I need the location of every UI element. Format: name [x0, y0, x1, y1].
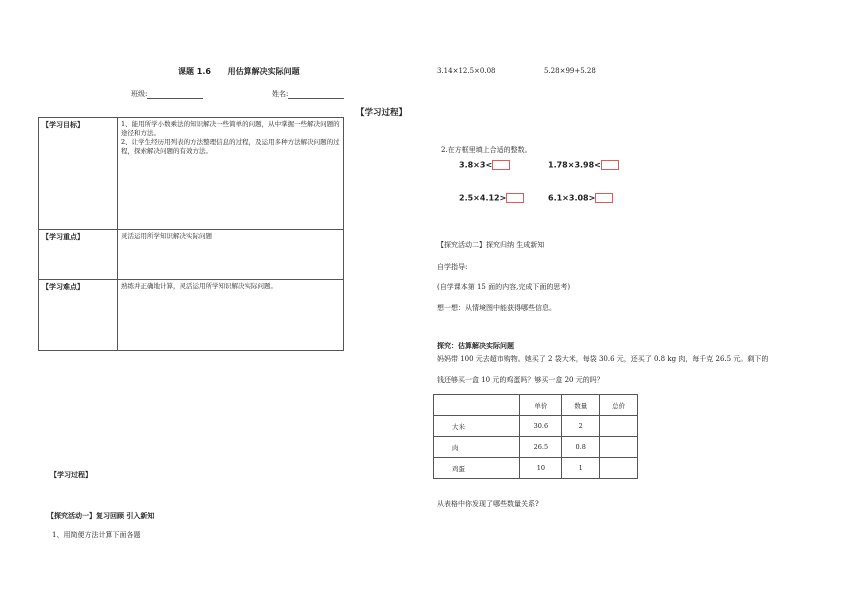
price-table: [433, 394, 638, 479]
compare-3: [459, 193, 524, 203]
table-row: [434, 458, 638, 479]
quantity: 1: [562, 458, 600, 479]
difficulty-head: 【学习难点】: [39, 280, 118, 351]
compare-4: [548, 193, 613, 203]
name-label: 姓名:: [272, 90, 289, 98]
item-name: 肉: [434, 437, 520, 458]
table-row: [434, 437, 638, 458]
key-point-text: 灵活运用所学知识解决实际问题: [118, 230, 344, 280]
price-table-header: [434, 395, 638, 416]
self-study-label: 自学指导:: [437, 263, 468, 271]
closing-question: 从表格中你发现了哪些数量关系?: [437, 500, 539, 508]
question-1: 1、用简便方法计算下面各题: [52, 531, 141, 539]
answer-box[interactable]: [601, 160, 619, 170]
unit-price: 10: [520, 458, 562, 479]
calc-problem-2: 5.28×99+5.28: [544, 67, 596, 75]
class-label: 班级:: [131, 90, 148, 98]
question-2: 2.在方框里填上合适的整数。: [441, 146, 532, 154]
process-heading-left: 【学习过程】: [50, 471, 92, 479]
class-blank[interactable]: [147, 90, 203, 99]
compare-3-expr: 2.5×4.12>: [459, 193, 507, 203]
difficulty-row: [39, 280, 344, 351]
compare-1-expr: 3.8×3<: [459, 160, 493, 170]
compare-2: [548, 160, 619, 170]
problem-line-1: 妈妈带 100 元去超市购物。她买了 2 袋大米，每袋 30.6 元，还买了 0.8 kg 肉，每千克 26.5 元。剩下的: [437, 355, 769, 363]
unit-price: 26.5: [520, 437, 562, 458]
table-row: [434, 416, 638, 437]
objective-row: [39, 118, 344, 230]
think-prompt: 想一想：从情境图中能获得哪些信息。: [437, 304, 556, 312]
total-price[interactable]: [600, 458, 638, 479]
total-price[interactable]: [600, 437, 638, 458]
quantity: 2: [562, 416, 600, 437]
name-blank[interactable]: [288, 90, 344, 99]
compare-2-expr: 1.78×3.98<: [548, 160, 601, 170]
header-cell: 数量: [562, 395, 600, 416]
objective-head: 【学习目标】: [39, 118, 118, 230]
explore-title: 探究：估算解决实际问题: [437, 342, 514, 350]
difficulty-text: 熟练并正确地计算，灵活运用所学知识解决实际问题。: [118, 280, 344, 351]
answer-box[interactable]: [492, 160, 510, 170]
key-point-head: 【学习重点】: [39, 230, 118, 280]
lesson-title: 课题 1.6 用估算解决实际问题: [178, 67, 300, 76]
header-cell: 总价: [600, 395, 638, 416]
quantity: 0.8: [562, 437, 600, 458]
calc-problem-1: 3.14×12.5×0.08: [437, 67, 496, 75]
activity1-heading: 【探究活动一】复习回顾 引入新知: [47, 512, 155, 520]
problem-line-2: 钱还够买一盒 10 元的鸡蛋吗？够买一盒 20 元的吗？: [437, 376, 604, 384]
self-study-detail: (自学课本第 15 面的内容,完成下面的思考): [437, 283, 571, 291]
item-name: 大米: [434, 416, 520, 437]
objectives-table: [38, 117, 344, 351]
name-field: [272, 90, 344, 99]
key-point-row: [39, 230, 344, 280]
item-name: 鸡蛋: [434, 458, 520, 479]
class-field: [131, 90, 203, 99]
header-cell: 单价: [520, 395, 562, 416]
activity2-heading: 【探究活动二】探究归纳 生成新知: [437, 241, 545, 249]
compare-1: [459, 160, 510, 170]
total-price[interactable]: [600, 416, 638, 437]
process-heading-right: 【学习过程】: [356, 108, 408, 118]
unit-price: 30.6: [520, 416, 562, 437]
answer-box[interactable]: [595, 193, 613, 203]
compare-4-expr: 6.1×3.08>: [548, 193, 596, 203]
answer-box[interactable]: [506, 193, 524, 203]
header-cell: [434, 395, 520, 416]
objective-text: 1、能用所学小数乘法的知识解决一些简单的问题，从中掌握一些解决问题的途径和方法。 2、让学生经历用列表的方法整理信息的过程，及运用多种方法解决问题的过程，探索解决问题的有效方法。: [118, 118, 344, 230]
